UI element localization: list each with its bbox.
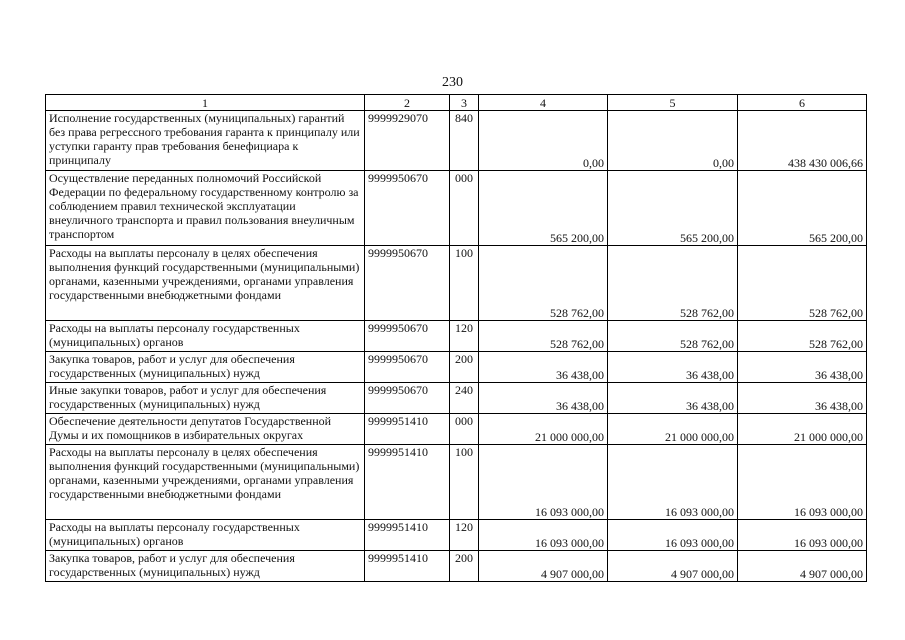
row-amount-col6: 36 438,00 (738, 352, 867, 383)
row-amount-col4: 36 438,00 (479, 352, 608, 383)
row-amount-col4: 16 093 000,00 (479, 445, 608, 520)
header-row (46, 95, 867, 111)
row-amount-col5: 16 093 000,00 (608, 520, 738, 551)
row-name: Закупка товаров, работ и услуг для обеспечения государственных (муниципальных) нужд (46, 352, 365, 383)
row-expense-kind: 200 (450, 551, 479, 582)
row-amount-col5: 21 000 000,00 (608, 414, 738, 445)
row-amount-col6: 36 438,00 (738, 383, 867, 414)
row-amount-col5: 36 438,00 (608, 352, 738, 383)
row-amount-col5: 528 762,00 (608, 321, 738, 352)
row-target-code: 9999950670 (365, 383, 450, 414)
table-row (46, 171, 867, 246)
row-amount-col4: 36 438,00 (479, 383, 608, 414)
table-row (46, 321, 867, 352)
row-amount-col4: 16 093 000,00 (479, 520, 608, 551)
row-amount-col4: 0,00 (479, 111, 608, 171)
row-name: Исполнение государственных (муниципальных) гарантий без права регрессного требования гаранта к принципалу или уступки гаранту прав требования бенефициара к принципалу (46, 111, 365, 171)
row-name: Расходы на выплаты персоналу в целях обеспечения выполнения функций государственными (муниципальными) органами, казенными учреждениями, органами управления государственными внебюджетными фондами (46, 246, 365, 321)
column-header-4: 4 (479, 95, 608, 111)
row-target-code: 9999951410 (365, 551, 450, 582)
row-expense-kind: 100 (450, 246, 479, 321)
table-row (46, 111, 867, 171)
row-target-code: 9999950670 (365, 246, 450, 321)
row-target-code: 9999929070 (365, 111, 450, 171)
table-row (46, 383, 867, 414)
row-expense-kind: 000 (450, 171, 479, 246)
row-name: Иные закупки товаров, работ и услуг для обеспечения государственных (муниципальных) нужд (46, 383, 365, 414)
row-target-code: 9999950670 (365, 171, 450, 246)
row-target-code: 9999950670 (365, 321, 450, 352)
row-amount-col6: 528 762,00 (738, 321, 867, 352)
row-target-code: 9999950670 (365, 352, 450, 383)
row-expense-kind: 120 (450, 321, 479, 352)
column-header-6: 6 (738, 95, 867, 111)
row-amount-col6: 21 000 000,00 (738, 414, 867, 445)
row-amount-col4: 528 762,00 (479, 246, 608, 321)
column-header-1: 1 (46, 95, 365, 111)
row-amount-col5: 16 093 000,00 (608, 445, 738, 520)
row-amount-col6: 4 907 000,00 (738, 551, 867, 582)
row-amount-col6: 528 762,00 (738, 246, 867, 321)
row-target-code: 9999951410 (365, 445, 450, 520)
row-amount-col4: 4 907 000,00 (479, 551, 608, 582)
row-expense-kind: 000 (450, 414, 479, 445)
row-expense-kind: 100 (450, 445, 479, 520)
table-row (46, 551, 867, 582)
row-amount-col6: 16 093 000,00 (738, 445, 867, 520)
row-name: Расходы на выплаты персоналу государственных (муниципальных) органов (46, 520, 365, 551)
row-name: Закупка товаров, работ и услуг для обеспечения государственных (муниципальных) нужд (46, 551, 365, 582)
row-amount-col6: 16 093 000,00 (738, 520, 867, 551)
row-target-code: 9999951410 (365, 414, 450, 445)
table-row (46, 246, 867, 321)
row-amount-col6: 438 430 006,66 (738, 111, 867, 171)
row-name: Расходы на выплаты персоналу государственных (муниципальных) органов (46, 321, 365, 352)
row-expense-kind: 240 (450, 383, 479, 414)
row-name: Расходы на выплаты персоналу в целях обеспечения выполнения функций государственными (муниципальными) органами, казенными учреждениями, органами управления государственными внебюджетными фондами (46, 445, 365, 520)
row-amount-col6: 565 200,00 (738, 171, 867, 246)
row-name: Осуществление переданных полномочий Российской Федерации по федеральному государственному контролю за соблюдением правил технической эксплуатации внеуличного транспорта и правил пользования внеуличным транспортом (46, 171, 365, 246)
column-header-3: 3 (450, 95, 479, 111)
row-expense-kind: 840 (450, 111, 479, 171)
row-amount-col5: 565 200,00 (608, 171, 738, 246)
row-name: Обеспечение деятельности депутатов Государственной Думы и их помощников в избирательных округах (46, 414, 365, 445)
row-target-code: 9999951410 (365, 520, 450, 551)
row-amount-col5: 0,00 (608, 111, 738, 171)
row-expense-kind: 120 (450, 520, 479, 551)
row-amount-col4: 528 762,00 (479, 321, 608, 352)
row-amount-col5: 528 762,00 (608, 246, 738, 321)
table-row (46, 445, 867, 520)
row-amount-col5: 36 438,00 (608, 383, 738, 414)
table-row (46, 352, 867, 383)
page-number: 230 (442, 75, 463, 90)
row-amount-col4: 21 000 000,00 (479, 414, 608, 445)
column-header-5: 5 (608, 95, 738, 111)
column-header-2: 2 (365, 95, 450, 111)
row-expense-kind: 200 (450, 352, 479, 383)
row-amount-col4: 565 200,00 (479, 171, 608, 246)
budget-table (45, 94, 867, 582)
table-row (46, 414, 867, 445)
row-amount-col5: 4 907 000,00 (608, 551, 738, 582)
table-row (46, 520, 867, 551)
